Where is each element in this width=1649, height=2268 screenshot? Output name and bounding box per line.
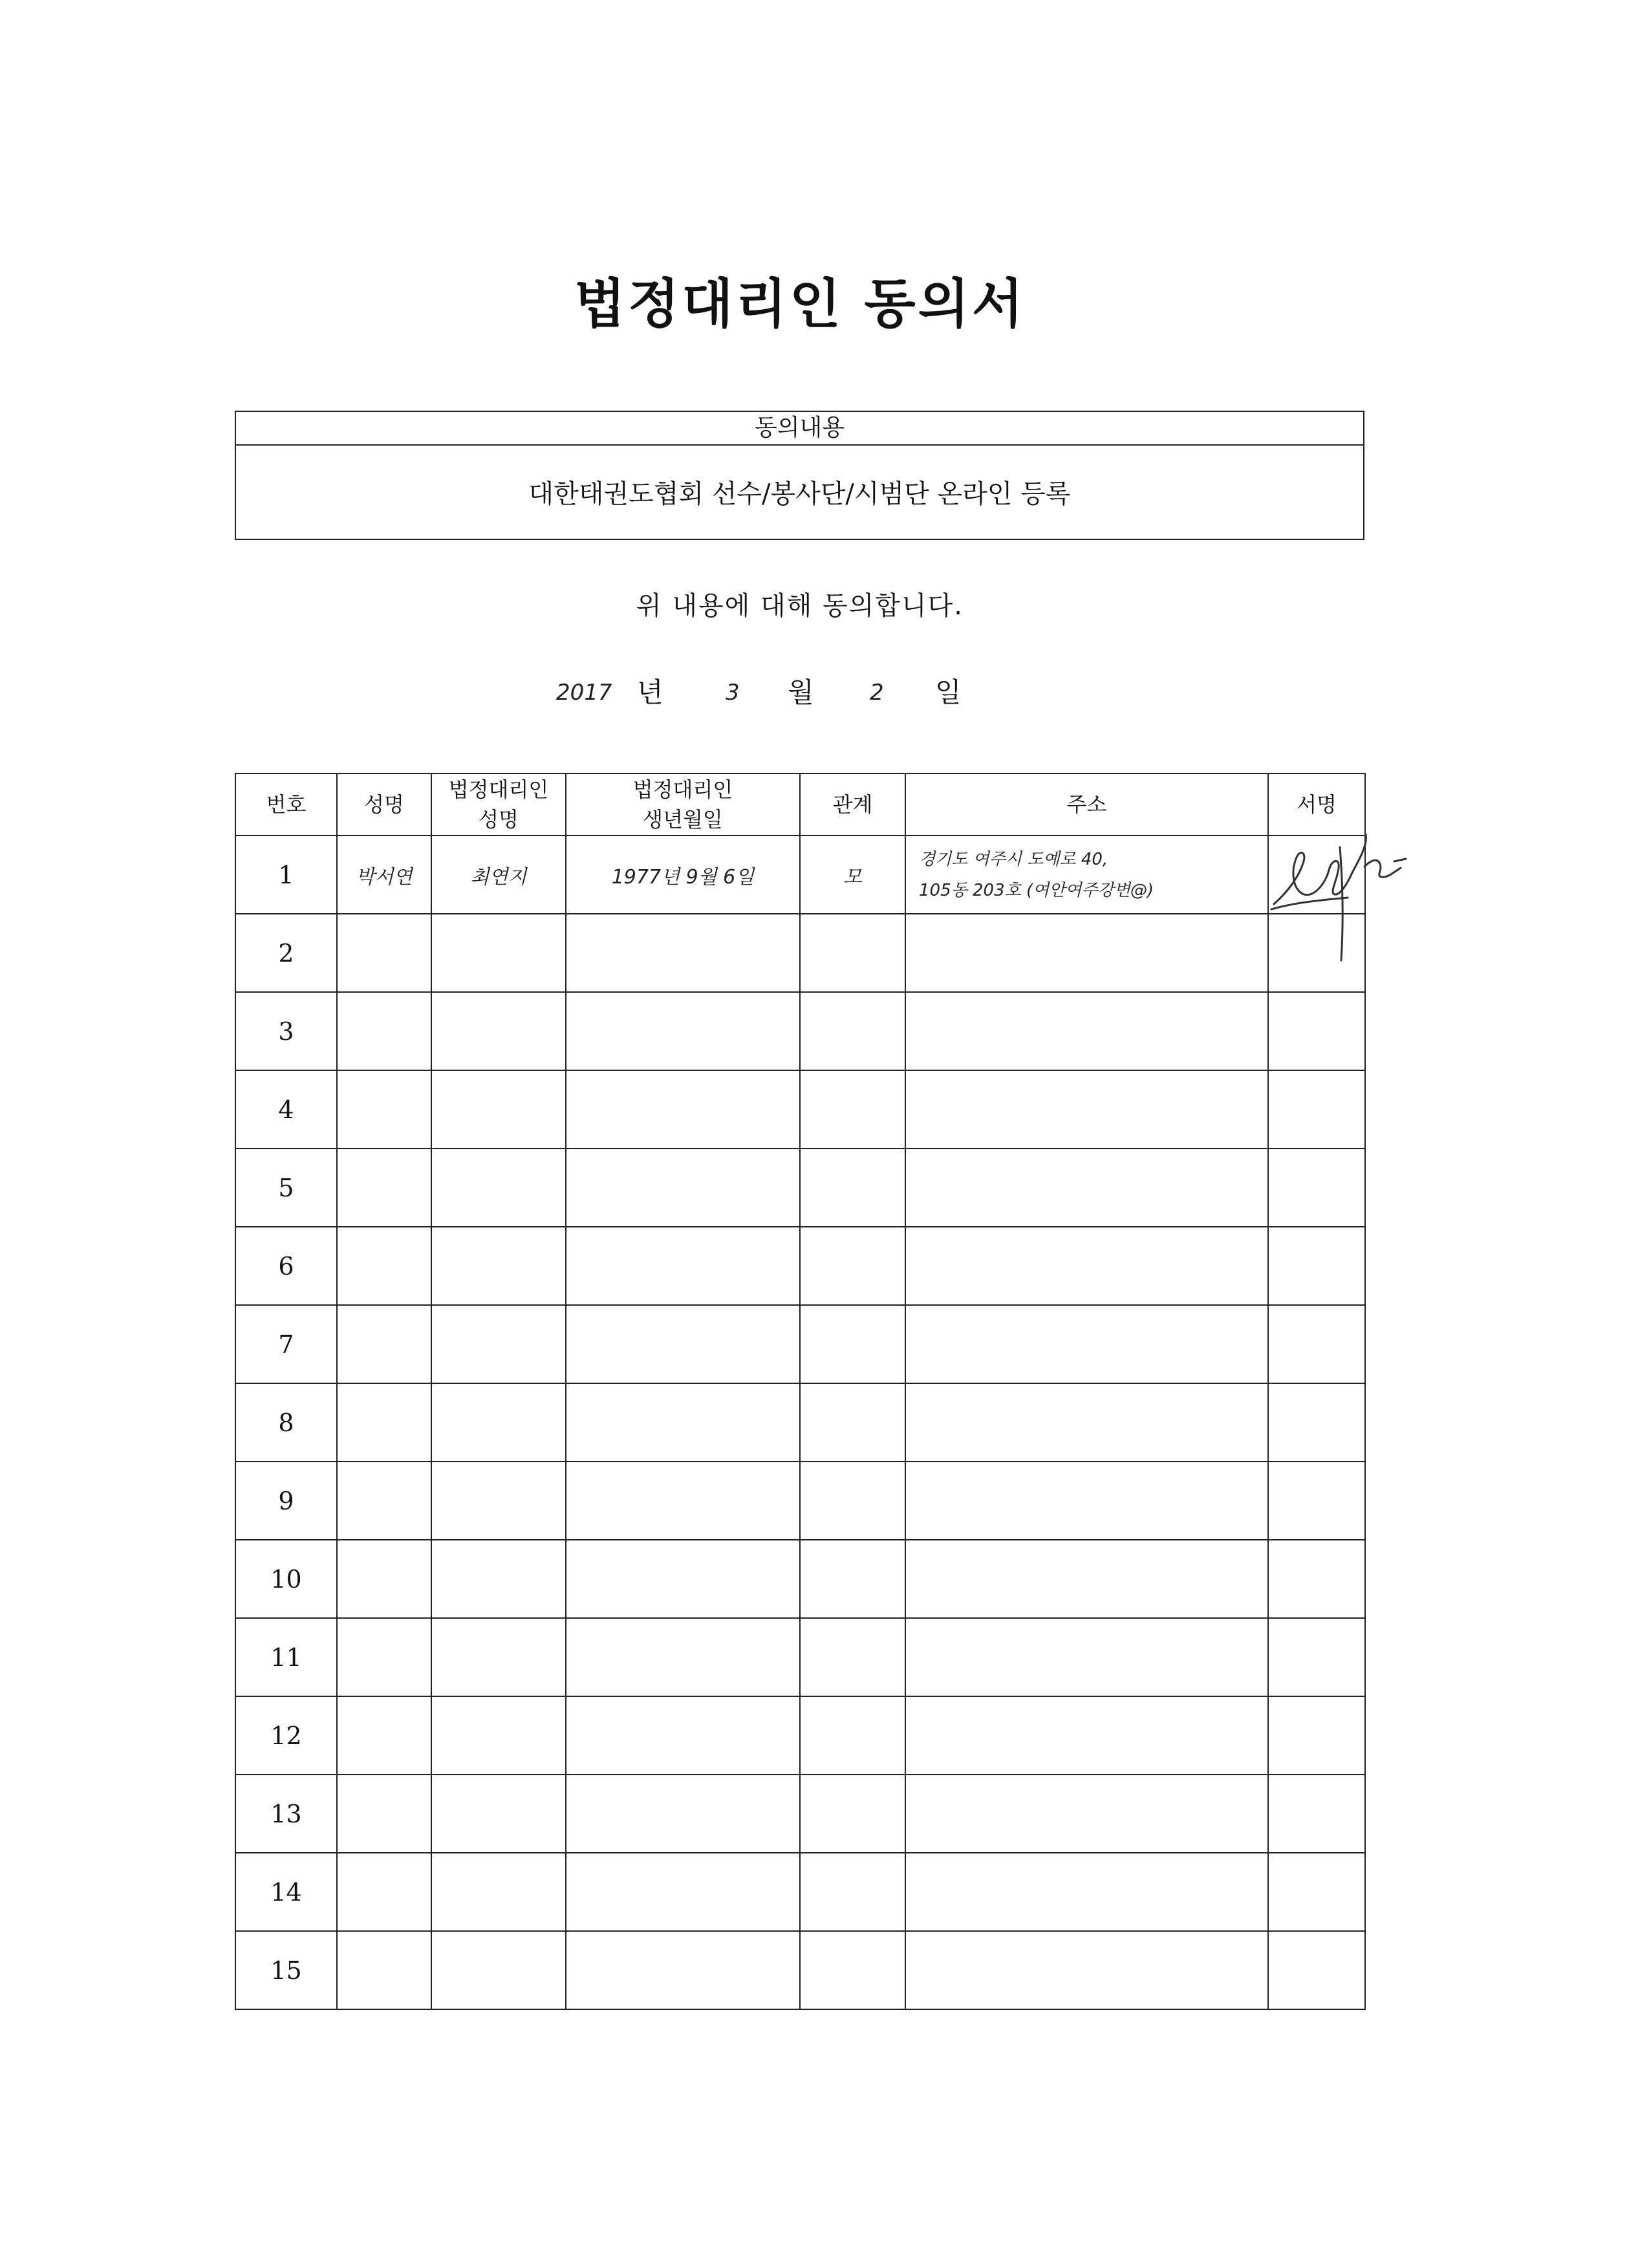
row-relation [800, 1227, 905, 1305]
row-relation [800, 1383, 905, 1462]
date-day-value: 2 [870, 680, 884, 706]
row-address [905, 992, 1268, 1070]
row-number: 12 [235, 1696, 337, 1775]
table-row [235, 1931, 1365, 2009]
table-row [235, 836, 1365, 914]
row-number: 8 [235, 1383, 337, 1462]
row-address [905, 1305, 1268, 1383]
row-guardian-name [431, 1696, 566, 1775]
row-address [905, 1149, 1268, 1227]
roster-table [235, 773, 1366, 2010]
header-guardian-birth-line1: 법정대리인 [632, 777, 733, 802]
table-row [235, 1227, 1365, 1305]
table-row [235, 1305, 1365, 1383]
row-signature-cell [1268, 1696, 1365, 1775]
table-row [235, 1462, 1365, 1540]
row-guardian-birth [566, 1696, 800, 1775]
row-guardian-name [431, 914, 566, 992]
row-number: 1 [235, 836, 337, 914]
consent-content: 대한태권도협회 선수/봉사단/시범단 온라인 등록 [528, 479, 1071, 509]
row-name [337, 1070, 431, 1149]
row-guardian-name [431, 1540, 566, 1618]
row-signature-cell [1268, 1227, 1365, 1305]
header-address: 주소 [905, 773, 1268, 836]
row-guardian-birth [566, 1618, 800, 1696]
header-guardian-name [431, 773, 566, 836]
date-month-label: 월 [788, 676, 814, 708]
date-year-label: 년 [637, 676, 663, 708]
row-address [905, 1696, 1268, 1775]
date-day-label: 일 [935, 676, 962, 708]
table-row [235, 1383, 1365, 1462]
header-number: 번호 [235, 773, 337, 836]
row-guardian-birth [566, 1305, 800, 1383]
row-guardian-birth [566, 1383, 800, 1462]
row-guardian-birth [566, 1227, 800, 1305]
row-number: 13 [235, 1775, 337, 1853]
row-guardian-birth [566, 1931, 800, 2009]
row-name [337, 1227, 431, 1305]
row-relation [800, 1070, 905, 1149]
row-guardian-birth [566, 914, 800, 992]
row-relation [800, 1540, 905, 1618]
row-guardian-name [431, 1383, 566, 1462]
row-guardian-birth [566, 1462, 800, 1540]
row-address [905, 1070, 1268, 1149]
row-relation [800, 1149, 905, 1227]
header-name: 성명 [337, 773, 431, 836]
row-relation [800, 1305, 905, 1383]
row-guardian-name [431, 1149, 566, 1227]
row-address [905, 1931, 1268, 2009]
row-number: 3 [235, 992, 337, 1070]
row-name [337, 1149, 431, 1227]
row-guardian-birth [566, 1070, 800, 1149]
row-name [337, 914, 431, 992]
row-name [337, 1462, 431, 1540]
row-address [905, 836, 1268, 914]
row-guardian-name [431, 1618, 566, 1696]
table-row [235, 1618, 1365, 1696]
row-relation [800, 1618, 905, 1696]
row-name [337, 1853, 431, 1931]
row-number: 9 [235, 1462, 337, 1540]
row-number: 15 [235, 1931, 337, 2009]
row-guardian-name [431, 1070, 566, 1149]
row-relation [800, 1696, 905, 1775]
row-number: 11 [235, 1618, 337, 1696]
row-relation [800, 1775, 905, 1853]
header-guardian-name-line2: 성명 [479, 807, 519, 832]
table-row [235, 1696, 1365, 1775]
table-header-row [235, 773, 1365, 836]
date-line [0, 670, 1600, 715]
row-signature-cell [1268, 992, 1365, 1070]
row-guardian-name [431, 1305, 566, 1383]
row-number: 4 [235, 1070, 337, 1149]
row-name [337, 1383, 431, 1462]
row-signature-cell [1268, 1931, 1365, 2009]
row-guardian-birth [566, 1775, 800, 1853]
agreement-text: 위 내용에 대해 동의합니다. [636, 591, 964, 621]
row-number: 7 [235, 1305, 337, 1383]
consent-box [235, 411, 1364, 540]
row-guardian-name [431, 1227, 566, 1305]
signature-scribble [1267, 821, 1416, 977]
page-title: 법정대리인 동의서 [574, 274, 1026, 335]
row-address [905, 914, 1268, 992]
header-guardian-name-line1: 법정대리인 [448, 777, 549, 802]
header-guardian-birth [566, 773, 800, 836]
row-address [905, 1775, 1268, 1853]
header-signature: 서명 [1268, 773, 1365, 836]
header-guardian-birth-line2: 생년월일 [643, 807, 723, 832]
row-name [337, 1305, 431, 1383]
row-address [905, 1462, 1268, 1540]
row-number: 6 [235, 1227, 337, 1305]
table-row [235, 914, 1365, 992]
row-guardian-name: 최연지 [431, 836, 566, 914]
row-address-line2: 105동 203호 (여안여주강변@) [919, 880, 1154, 900]
row-guardian-name [431, 1931, 566, 2009]
row-signature-cell [1268, 1305, 1365, 1383]
row-guardian-name [431, 1853, 566, 1931]
row-address-line1: 경기도 여주시 도예로 40, [919, 849, 1108, 869]
row-address [905, 1618, 1268, 1696]
row-signature-cell [1268, 1540, 1365, 1618]
row-signature-cell [1268, 1383, 1365, 1462]
row-relation [800, 1853, 905, 1931]
table-row [235, 1775, 1365, 1853]
row-relation [800, 914, 905, 992]
row-number: 2 [235, 914, 337, 992]
date-year-value: 2017 [556, 680, 612, 706]
row-name [337, 1618, 431, 1696]
row-relation [800, 992, 905, 1070]
row-guardian-birth [566, 1149, 800, 1227]
row-guardian-birth [566, 1853, 800, 1931]
row-address [905, 1383, 1268, 1462]
row-guardian-birth: 1977년 9월 6일 [566, 836, 800, 914]
row-address [905, 1853, 1268, 1931]
row-relation [800, 1931, 905, 2009]
row-number: 14 [235, 1853, 337, 1931]
consent-header: 동의내용 [236, 412, 1363, 446]
row-address [905, 1540, 1268, 1618]
row-name [337, 992, 431, 1070]
row-relation [800, 1462, 905, 1540]
row-guardian-name [431, 1462, 566, 1540]
row-signature-cell [1268, 1070, 1365, 1149]
row-name: 박서연 [337, 836, 431, 914]
row-signature-cell [1268, 1775, 1365, 1853]
row-signature-cell [1268, 1618, 1365, 1696]
date-month-value: 3 [726, 680, 740, 706]
row-signature-cell [1268, 1462, 1365, 1540]
row-relation: 모 [800, 836, 905, 914]
row-guardian-birth [566, 1540, 800, 1618]
row-signature-cell [1268, 1853, 1365, 1931]
table-row [235, 992, 1365, 1070]
row-guardian-name [431, 992, 566, 1070]
table-row [235, 1149, 1365, 1227]
row-guardian-birth [566, 992, 800, 1070]
row-signature-cell [1268, 1149, 1365, 1227]
row-number: 10 [235, 1540, 337, 1618]
row-name [337, 1696, 431, 1775]
row-name [337, 1540, 431, 1618]
row-number: 5 [235, 1149, 337, 1227]
header-relation: 관계 [800, 773, 905, 836]
row-guardian-name [431, 1775, 566, 1853]
row-name [337, 1931, 431, 2009]
row-address [905, 1227, 1268, 1305]
row-name [337, 1775, 431, 1853]
table-row [235, 1070, 1365, 1149]
table-row [235, 1853, 1365, 1931]
table-row [235, 1540, 1365, 1618]
